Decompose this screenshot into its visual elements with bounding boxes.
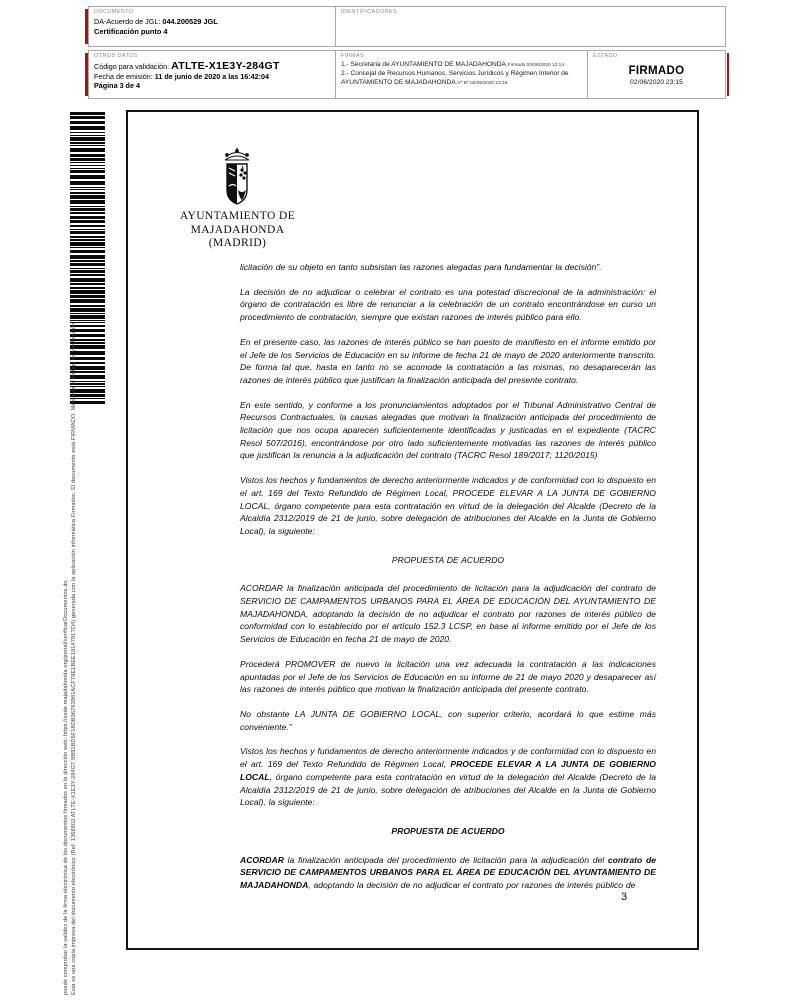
identificadores-box: [335, 6, 726, 47]
document-paragraph: licitación de su objeto en tanto subsistan las razones alegadas para fundamentar la decisión”.: [240, 262, 602, 272]
org-name-line2: MAJADAHONDA: [190, 223, 285, 236]
document-paragraph: La decisión de no adjudicar o celebrar el contrato es una potestad discrecional de la administración: el órgano de contratación es libre de renunciar a la celebración de un contrato encontrándose en curso un procedimiento de contratación, siempre que existan razones de interés público para ello.: [240, 286, 656, 323]
document-paragraph: En el presente caso, las razones de interés público se han puesto de manifiesto en el informe emitido por el Jefe de los Servicios de Educación en su informe de fecha 21 de mayo de 2020 anteriormente transcrito. De forma tal que, hasta en tanto no se acomode la contratación a las mismas, no desaparecerán las razones de interés público que justifican la finalización anticipada del presente contrato.: [240, 336, 656, 385]
document-paragraph: En este sentido, y conforme a los pronunciamientos adoptados por el Tribunal Administrativo Central de Recursos Contractuales, la causas alegadas que motivan la finalización anticipada del procedimiento de licitación que nos ocupa aparecen suficientemente identificadas y justicadas en el expediente (TACRC Resol 507/2016), encontrándose por otro lado suficientemente motivadas las razones de interés público que justifican la renuncia a la adjudicación del contrato (TACRC Resol 189/2017; 1120/2015): [240, 399, 656, 461]
documento-reference: DA-Acuerdo de JGL: 044.200529 JGL: [94, 17, 218, 26]
document-paragraphs: [240, 261, 656, 904]
organization-name: [150, 210, 325, 251]
document-heading: PROPUESTA DE ACUERDO: [391, 554, 505, 565]
document-paragraph: Procederá PROMOVER de nuevo la licitación una vez adecuada la contratación a las indicaciones apuntadas por el Jefe de los Servicios de Educación en su informe de 21 de mayo 2020 y desaparecer así las razones de interés público que motivan la finalización anticipada del presente contrato.: [240, 658, 656, 695]
firma-item: 2.- Concejal de Recursos Humanos, Servicios Jurídicos y Régimen Interior de AYUNTAMIENTO DE MAJADAHONDA.Vº Bº 02/06/2020 23:15: [341, 70, 569, 86]
firmas-list: [341, 61, 582, 88]
documento-label: DOCUMENTO: [94, 9, 134, 15]
document-heading: PROPUESTA DE ACUERDO: [391, 825, 505, 836]
status-badge: FIRMADO: [628, 65, 685, 77]
identificadores-label: IDENTIFICADORES: [341, 9, 398, 15]
org-name-line1: AYUNTAMIENTO DE: [179, 210, 296, 222]
otros-datos-box: [88, 50, 336, 99]
firmas-box: [335, 50, 588, 99]
coat-of-arms-icon: [211, 146, 263, 210]
emission-date: Fecha de emisión: 11 de junio de 2020 a las 16:42:04: [94, 72, 270, 81]
otros-datos-label: OTROS DATOS: [94, 53, 138, 59]
firma-item: 1.- Secretaria de AYUNTAMIENTO DE MAJADAHONDA.Firmado 02/06/2020 12:14: [341, 61, 564, 68]
page-indicator: Página 3 de 4: [94, 81, 140, 90]
firmas-label: FIRMAS: [341, 53, 365, 59]
page-number: 3: [621, 891, 628, 903]
documento-certificacion: Certificación punto 4: [94, 27, 168, 36]
status-datetime: 02/06/2020 23:15: [630, 79, 683, 86]
verification-text-line2: puede comprobar la validez de la firma electrónica de los documentos firmados en la dirección web: https://sede.majadahonda.org/portal/verificarDocumentos.do: [63, 580, 69, 995]
document-paragraph: No obstante LA JUNTA DE GOBIERNO LOCAL, con superior criterio, acordará lo que estime más conveniente.”: [240, 708, 656, 732]
document-paragraph: Vistos los hechos y fundamentos de derecho anteriormente indicados y de conformidad con lo dispuesto en el art. 169 del Texto Refundido de Régimen Local, PROCEDE ELEVAR A LA JUNTA DE GOBIERNO LOCAL, órgano competente para esta contratación en virtud de la delegación del Alcalde (Decreto de la Alcaldía 2312/2019 de 21 de junio, sobre delegación de atribuciones del Alcalde en la Junta de Gobierno Local), la siguiente:: [240, 746, 656, 808]
estado-box: [587, 50, 726, 99]
document-paragraph: Vistos los hechos y fundamentos de derecho anteriormente indicados y de conformidad con lo dispuesto en el art. 169 del Texto Refundido de Régimen Local, PROCEDE ELEVAR A LA JUNTA DE GOBIERNO LOCAL, órgano competente para esta contratación en virtud de la delegación del Alcalde (Decreto de la Alcaldía 2312/2019 de 21 de junio, sobre delegación de atribuciones del Alcalde en la Junta de Gobierno Local), la siguiente:: [240, 475, 656, 536]
org-name-line3: (MADRID): [208, 237, 267, 249]
documento-box: [88, 6, 336, 47]
verification-text-line1: Esta es una copia impresa del documento electrónico (Ref: 1368802 ATLTE-X1E3Y-284GT 8B91BD5F18DB96763981ACF79E1BEE1914791TD4) generada con la aplicación informática Firmadoc. El documento está FIRMADO. Mediante el código de verificación: [71, 322, 77, 995]
validation-code: Código para validación: ATLTE-X1E3Y-284GT: [94, 60, 280, 72]
document-paragraph: ACORDAR la finalización anticipada del procedimiento de licitación para la adjudicación del contrato de SERVICIO DE CAMPAMENTOS URBANOS PARA EL ÁREA DE EDUCACIÓN DEL AYUNTAMIENTO DE MAJADAHONDA, adoptando la decisión de no adjudicar el contrato por razones de interés público de conformidad con lo establecido por el artículo 152.3 LCSP, en base al informe emitido por el Jefe de los Servicios de Educación en fecha 21 de mayo de 2020.: [240, 583, 656, 645]
document-paragraph: ACORDAR la finalización anticipada del procedimiento de licitación para la adjudicación del contrato de SERVICIO DE CAMPAMENTOS URBANOS PARA EL ÁREA DE EDUCACIÓN DEL AYUNTAMIENTO DE MAJADAHONDA, adoptando la decisión de no adjudicar el contrato por razones de interés público de: [240, 854, 656, 891]
estado-label: ESTADO: [593, 53, 618, 59]
